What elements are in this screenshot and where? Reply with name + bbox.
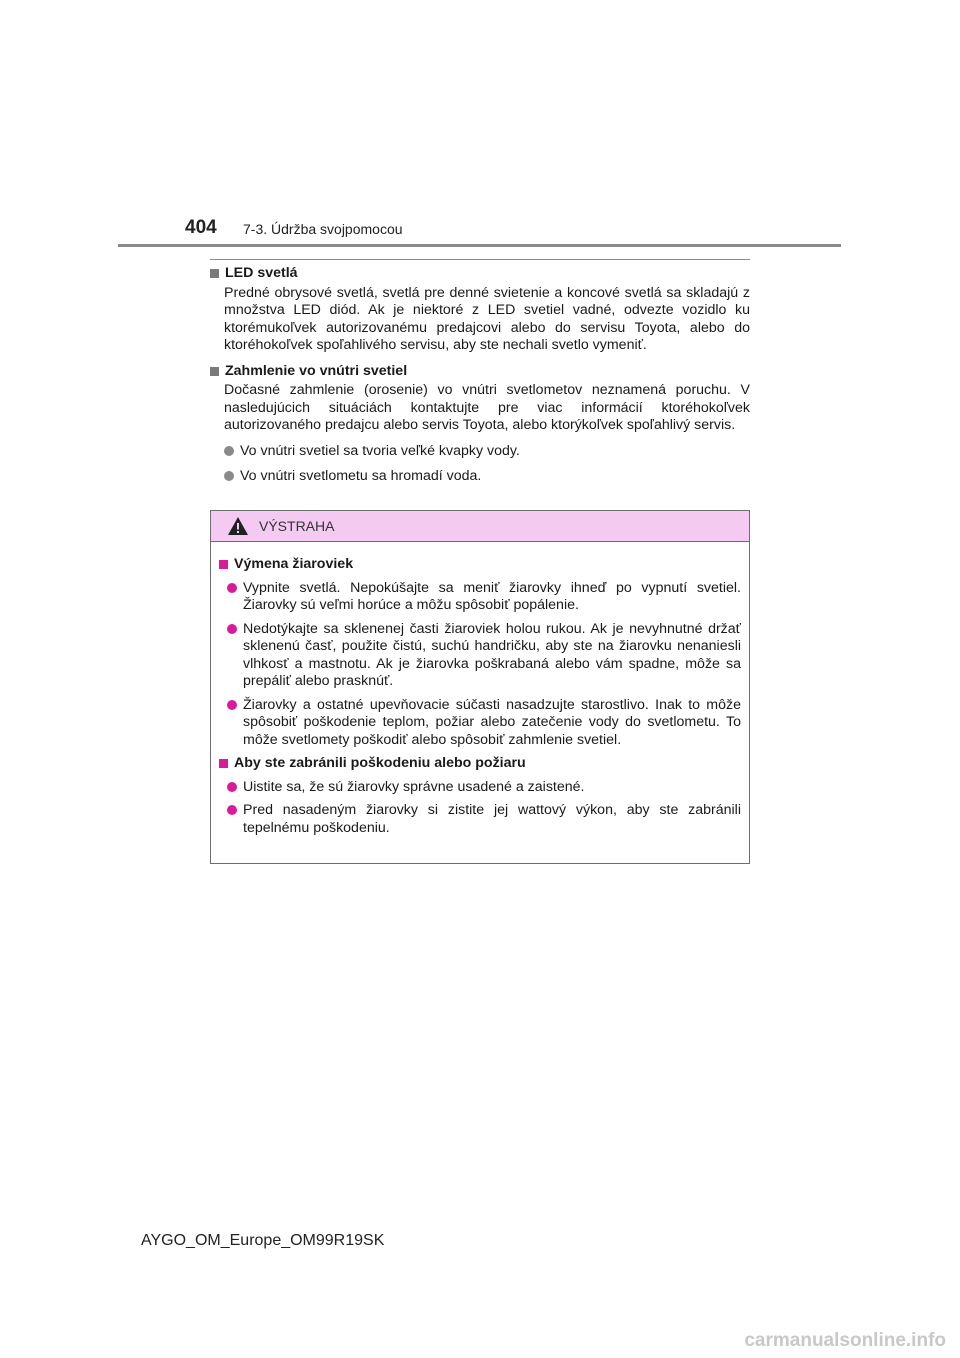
section-paragraph: Dočasné zahmlenie (orosenie) vo vnútri svetlometov neznamená poruchu. V nasledujúcich situáciách kontaktujte pre viac informácií ktoréhokoľvek autorizovaného predajcu alebo servis Toyota, alebo ktorýkoľvek spoľahlivý servis. (224, 382, 750, 433)
list-item-text: Vo vnútri svetiel sa tvoria veľké kvapky vody. (240, 442, 520, 459)
list-item-text: Pred nasadeným žiarovky si zistite jej wattový výkon, aby ste zabránili tepelnému poškodeniu. (243, 802, 741, 836)
warning-body (211, 542, 749, 837)
warning-box (210, 510, 750, 864)
square-bullet-icon (219, 759, 228, 768)
square-bullet-icon (210, 269, 219, 278)
section-heading (210, 265, 750, 283)
list-item-text: Vypnite svetlá. Nepokúšajte sa meniť žiarovky ihneď po vypnutí svetiel. Žiarovky sú veľmi horúce a môžu spôsobiť popálenie. (243, 579, 741, 613)
round-bullet-icon (227, 805, 237, 815)
round-bullet-icon (224, 446, 234, 456)
list-item (227, 580, 741, 615)
section-heading (210, 363, 750, 381)
list-item (227, 621, 741, 691)
round-bullet-icon (227, 700, 237, 710)
round-bullet-icon (227, 624, 237, 634)
square-bullet-icon (210, 367, 219, 376)
page-header (0, 0, 960, 250)
list-item (224, 443, 750, 461)
warning-section-fire (219, 755, 741, 837)
list-item-text: Žiarovky a ostatné upevňovacie súčasti nasadzujte starostlivo. Inak to môže spôsobiť poškodenie teplom, požiar alebo zatečenie vody do svetlometu. To môže svetlomety poškodiť alebo spôsobiť zahmlenie svetiel. (243, 696, 741, 748)
warning-section-bulbs (219, 556, 741, 749)
list-item (224, 468, 750, 486)
square-bullet-icon (219, 560, 228, 569)
document-id: AYGO_OM_Europe_OM99R19SK (141, 1232, 385, 1249)
round-bullet-icon (224, 471, 234, 481)
section-paragraph: Predné obrysové svetlá, svetlá pre denné svietenie a koncové svetlá sa skladajú z množstva LED diód. Ak je niektoré z LED svetiel vadné, odvezte vozidlo ku ktorémukoľvek autorizovanému predajcovi alebo do servisu Toyota, alebo do ktoréhokoľvek spoľahlivého servisu, aby ste nechali svetlo vymeniť. (224, 284, 750, 353)
round-bullet-icon (227, 583, 237, 593)
content-top-rule (210, 259, 750, 260)
warning-heading-text: Výmena žiaroviek (234, 556, 354, 572)
section-led (210, 265, 750, 355)
warning-heading-text: Aby ste zabránili poškodeniu alebo požiaru (234, 755, 526, 771)
warning-section-heading (219, 755, 741, 773)
round-bullet-icon (227, 782, 237, 792)
list-item (227, 802, 741, 837)
warning-section-heading (219, 556, 741, 574)
warning-triangle-icon (227, 516, 249, 536)
watermark[interactable]: carmanualsonline.info (744, 1330, 946, 1351)
main-content (210, 265, 750, 494)
header-rule (118, 244, 841, 247)
section-title: 7-3. Údržba svojpomocou (243, 221, 403, 237)
section-fogging (210, 363, 750, 486)
warning-header (211, 511, 749, 542)
list-item (227, 779, 741, 797)
list-item-text: Nedotýkajte sa sklenenej časti žiaroviek holou rukou. Ak je nevyhnutné držať sklenenú časť, použite čistú, suchú handričku, aby ste na žiarovku nenaniesli vlhkosť a mastnotu. Ak je žiarovka poškrabaná alebo vám spadne, môže sa prepáliť alebo prasknúť. (243, 620, 741, 689)
list-item-text: Vo vnútri svetlometu sa hromadí voda. (240, 468, 482, 484)
list-item (227, 697, 741, 750)
section-heading-text: Zahmlenie vo vnútri svetiel (225, 362, 408, 379)
page-number: 404 (185, 217, 217, 238)
list-item-text: Uistite sa, že sú žiarovky správne usadené a zaistené. (243, 778, 585, 795)
section-heading-text: LED svetlá (225, 265, 298, 281)
warning-title: VÝSTRAHA (259, 518, 335, 534)
